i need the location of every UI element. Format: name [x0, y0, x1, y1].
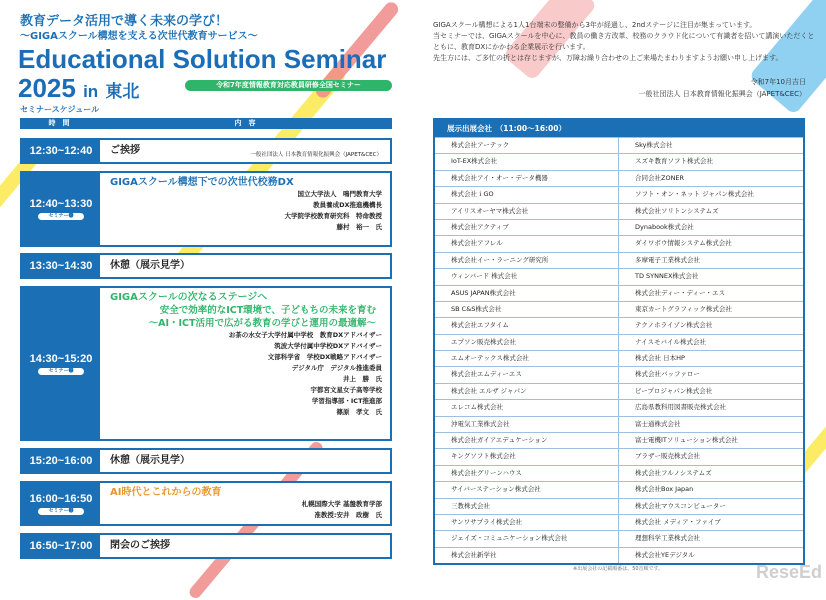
exhibitor-name: 富士電機ITソリューション株式会社	[635, 436, 738, 445]
schedule-row	[20, 171, 392, 247]
exhibitor-row	[435, 153, 803, 169]
exhibitor-name: ピープロジャパン株式会社	[635, 386, 713, 395]
exhibitor-name: 理想科学工業株式会社	[635, 534, 700, 543]
exhibitor-name: 株式会社エムディーエス	[435, 367, 619, 382]
time-label: 16:00~16:50	[29, 492, 93, 505]
exhibitor-row	[435, 219, 803, 235]
exhibitor-name: 合同会社ZONER	[635, 173, 685, 182]
exhibitor-name: SB C&S株式会社	[435, 302, 619, 317]
speaker-line: 准教授:安井 政樹 氏	[314, 511, 382, 519]
exhibitor-name: Dynabook株式会社	[635, 222, 694, 231]
seminar-year-region	[18, 74, 139, 106]
exhibitor-row	[435, 317, 803, 333]
exhibitor-name: エプソン販売株式会社	[435, 335, 619, 350]
exhibitor-name: 株式会社 メディア・ファイブ	[635, 517, 721, 526]
exhibitor-name: キングソフト株式会社	[435, 449, 619, 464]
exhibitor-name: 株式会社バッファロー	[635, 370, 700, 379]
speaker-line: 札幌国際大学 基盤教育学部	[301, 500, 382, 508]
session-title: 休憩（展示見学）	[110, 260, 190, 271]
in-text: in	[83, 82, 99, 101]
exhibitor-name: 株式会社ディー・ディー・エス	[635, 288, 725, 297]
speaker-line: 一般社団法人 日本教育情報化振興会（JAPET&CEC）	[250, 152, 382, 158]
speaker-line: お茶の水女子大学付属中学校 教育DXアドバイザー	[228, 331, 382, 339]
time-cell	[22, 288, 100, 439]
intro-paragraph: GIGAスクール構想による1人1台端末の整備から3年が経過し、2ndステージに注目が集まっています。	[433, 21, 757, 29]
speaker-line: 大学院学校教育研究科 特命教授	[284, 212, 382, 220]
exhibitor-name: 多摩電子工業株式会社	[635, 255, 700, 264]
catchphrase: 教育データ活用で導く未来の学び！	[20, 14, 229, 29]
time-cell	[22, 255, 100, 277]
exhibitor-row	[435, 498, 803, 514]
session-title: ご挨拶	[110, 145, 140, 156]
content-cell	[100, 173, 390, 245]
exhibitor-row	[435, 137, 803, 153]
footnote: ※出展会社の記載順番は、50音順です。	[573, 566, 664, 572]
exhibitor-rows	[435, 137, 803, 563]
seminar-badge: 令和7年度情報教育対応教員研修全国セミナー	[185, 80, 392, 91]
exhibitor-name: 三教株式会社	[435, 499, 619, 514]
exhibitor-name: 株式会社アフレル	[435, 236, 619, 251]
header-time: 時 間	[48, 119, 70, 127]
exhibitor-row	[435, 268, 803, 284]
exhibitor-row	[435, 432, 803, 448]
schedule-label: セミナースケジュール	[20, 105, 100, 114]
schedule-header	[20, 118, 392, 129]
session-title: 休憩（展示見学）	[110, 455, 190, 466]
seminar-pill: セミナー❶	[38, 213, 83, 220]
exhibitor-name: ウィンバード 株式会社	[435, 269, 619, 284]
session-title: 閉会のご挨拶	[110, 540, 170, 551]
exhibitor-name: ナイスモバイル株式会社	[635, 337, 706, 346]
schedule-row	[20, 286, 392, 441]
time-label: 12:40~13:30	[29, 198, 93, 210]
exhibitor-name: TD SYNNEX株式会社	[635, 272, 699, 281]
exhibitor-name: 株式会社ガイアエデュケーション	[435, 433, 619, 448]
exhibitor-name: エムオーテックス株式会社	[435, 351, 619, 366]
exhibitor-row	[435, 383, 803, 399]
session-title: GIGAスクール構想下での次世代校務DX	[110, 177, 294, 188]
speaker-line: 藤村 裕一 氏	[336, 223, 382, 231]
signature	[638, 76, 806, 100]
speaker-line: デジタル庁 デジタル推進委員	[291, 364, 382, 372]
content-cell	[100, 140, 390, 162]
exhibitor-row	[435, 514, 803, 530]
time-cell	[22, 140, 100, 162]
speaker-line: 文部科学省 学校DX戦略アドバイザー	[267, 353, 382, 361]
session-title: 安全で効率的なICT環境で、子どもちの未来を育む	[159, 305, 376, 316]
speaker-line: 国立大学法人 鳴門教育大学	[297, 190, 382, 198]
content-cell	[100, 255, 390, 277]
time-label: 12:30~12:40	[29, 145, 93, 157]
content-cell	[100, 483, 390, 524]
speaker-line: 井上 勝 氏	[343, 375, 382, 383]
exhibitor-row	[435, 481, 803, 497]
date: 令和7年10月吉日	[750, 78, 806, 86]
region: 東北	[105, 82, 140, 101]
year: 2025	[18, 73, 76, 103]
intro-text	[433, 20, 818, 64]
time-cell	[22, 483, 100, 524]
exhibitor-name: 株式会社 エルザ ジャパン	[435, 384, 619, 399]
exhibitor-row	[435, 170, 803, 186]
session-title: AI時代とこれからの教育	[110, 487, 222, 498]
exhibitor-row	[435, 530, 803, 546]
exhibitor-row	[435, 285, 803, 301]
exhibitor-name: エレコム株式会社	[435, 400, 619, 415]
exhibitor-row	[435, 547, 803, 563]
speaker-line: 宇都宮文星女子高等学校	[310, 386, 382, 394]
header-content: 内 容	[234, 119, 256, 127]
exhibitor-name: IoT-EX株式会社	[435, 154, 619, 169]
schedule-row	[20, 253, 392, 279]
exhibitor-name: 富士通株式会社	[635, 419, 681, 428]
schedule-page	[0, 0, 413, 584]
seminar-pill: セミナー❸	[38, 508, 83, 515]
exhibitor-name: 株式会社ｉGO	[435, 187, 619, 202]
exhibitor-name: ジェイズ・コミュニケーション株式会社	[435, 531, 619, 546]
schedule-row	[20, 481, 392, 526]
exhibitor-name: サンワサプライ株式会社	[435, 515, 619, 530]
exhibitor-name: 株式会社イー・ラーニング研究所	[435, 253, 619, 268]
time-cell	[22, 535, 100, 557]
exhibitor-name: スズキ教育ソフト株式会社	[635, 157, 713, 166]
speaker-line: 学習指導部・ICT推進部	[311, 397, 382, 405]
exhibitor-name: 株式会社ソリトンシステムズ	[635, 206, 719, 215]
exhibitor-row	[435, 203, 803, 219]
exhibitor-page	[413, 0, 826, 584]
exhibitor-name: 株式会社エフタイム	[435, 318, 619, 333]
sender: 一般社団法人 日本教育情報化振興会（JAPET&CEC）	[638, 90, 806, 98]
exhibitor-name: 株式会社アクティブ	[435, 220, 619, 235]
exhibitor-name: サイバーステーション株式会社	[435, 482, 619, 497]
exhibitor-name: 沖電気工業株式会社	[435, 417, 619, 432]
seminar-title: Educational Solution Seminar	[18, 44, 387, 74]
exhibitor-name: ブラザー販売株式会社	[635, 452, 700, 461]
exhibitor-name: Sky株式会社	[635, 141, 673, 149]
intro-paragraph: 先生方には、ご多忙の折とは存じますが、万障お繰り合わせの上ご来場たまわりますようお願い申し上げます。	[433, 54, 783, 62]
exhibitor-row	[435, 350, 803, 366]
schedule-row	[20, 533, 392, 559]
exhibitor-row	[435, 448, 803, 464]
exhibitor-name: 株式会社 日本HP	[635, 354, 685, 363]
speaker-line: 篠原 孝文 氏	[336, 408, 382, 416]
exhibitor-row	[435, 334, 803, 350]
exhibitor-row	[435, 235, 803, 251]
sub-catchphrase: 〜GIGAスクール構想を支える次世代教育サービス〜	[20, 31, 258, 42]
exhibitor-name: 東京カートグラフィック株式会社	[635, 304, 732, 313]
exhibitor-name: ダイワボウ情報システム株式会社	[635, 239, 732, 248]
schedule-row	[20, 448, 392, 474]
exhibitor-row	[435, 186, 803, 202]
session-title: 〜AI・ICT活用で広がる教育の学びと運用の最適解〜	[148, 318, 376, 329]
exhibitor-name: 株式会社YEデジタル	[635, 550, 695, 559]
exhibitor-table	[433, 118, 805, 565]
exhibitor-row	[435, 252, 803, 268]
exhibitor-row	[435, 465, 803, 481]
exhibitor-name: テクノホライゾン株式会社	[635, 321, 713, 330]
exhibitor-table-header: 展示出展会社 （11:00〜16:00）	[435, 120, 803, 137]
exhibitor-name: 株式会社Box Japan	[635, 485, 694, 494]
exhibitor-name: 株式会社グリーンハウス	[435, 466, 619, 481]
time-label: 16:50~17:00	[29, 540, 93, 552]
time-label: 14:30~15:20	[29, 352, 93, 365]
exhibitor-name: 株式会社アイ・オー・データ機器	[435, 171, 619, 186]
exhibitor-name: 株式会社アーテック	[435, 138, 619, 153]
exhibitor-name: ASUS JAPAN株式会社	[435, 286, 619, 301]
exhibitor-name: 広島県教科用図書販売株式会社	[635, 403, 726, 412]
session-title: GIGAスクールの次なるステージへ	[110, 292, 268, 303]
exhibitor-row	[435, 366, 803, 382]
content-cell	[100, 288, 390, 439]
intro-paragraph: 当セミナーでは、GIGAスクールを中心に、教員の働き方改革、校務のクラウド化について有識者を招いて講演いただくとともに、教育DXにかかわる企業展示を行います。	[433, 32, 815, 51]
time-cell	[22, 450, 100, 472]
content-cell	[100, 535, 390, 557]
speaker-line: 筑波大学付属中学校DXアドバイザー	[274, 342, 382, 350]
speaker-line: 教員養成DX推進機構長	[313, 201, 382, 209]
seminar-pill: セミナー❷	[38, 368, 83, 375]
time-cell	[22, 173, 100, 245]
time-label: 15:20~16:00	[29, 455, 93, 467]
exhibitor-name: 株式会社フルノシステムズ	[635, 468, 712, 477]
schedule-row	[20, 138, 392, 164]
exhibitor-name: ソフト・オン・ネット ジャパン株式会社	[635, 190, 754, 199]
exhibitor-name: アイリスオーヤマ株式会社	[435, 204, 619, 219]
exhibitor-row	[435, 416, 803, 432]
exhibitor-name: 株式会社新学社	[435, 548, 619, 563]
content-cell	[100, 450, 390, 472]
watermark-logo: ReseEd	[755, 562, 822, 582]
exhibitor-name: 株式会社マウスコンピューター	[635, 501, 726, 510]
exhibitor-row	[435, 301, 803, 317]
time-label: 13:30~14:30	[29, 260, 93, 272]
exhibitor-row	[435, 399, 803, 415]
